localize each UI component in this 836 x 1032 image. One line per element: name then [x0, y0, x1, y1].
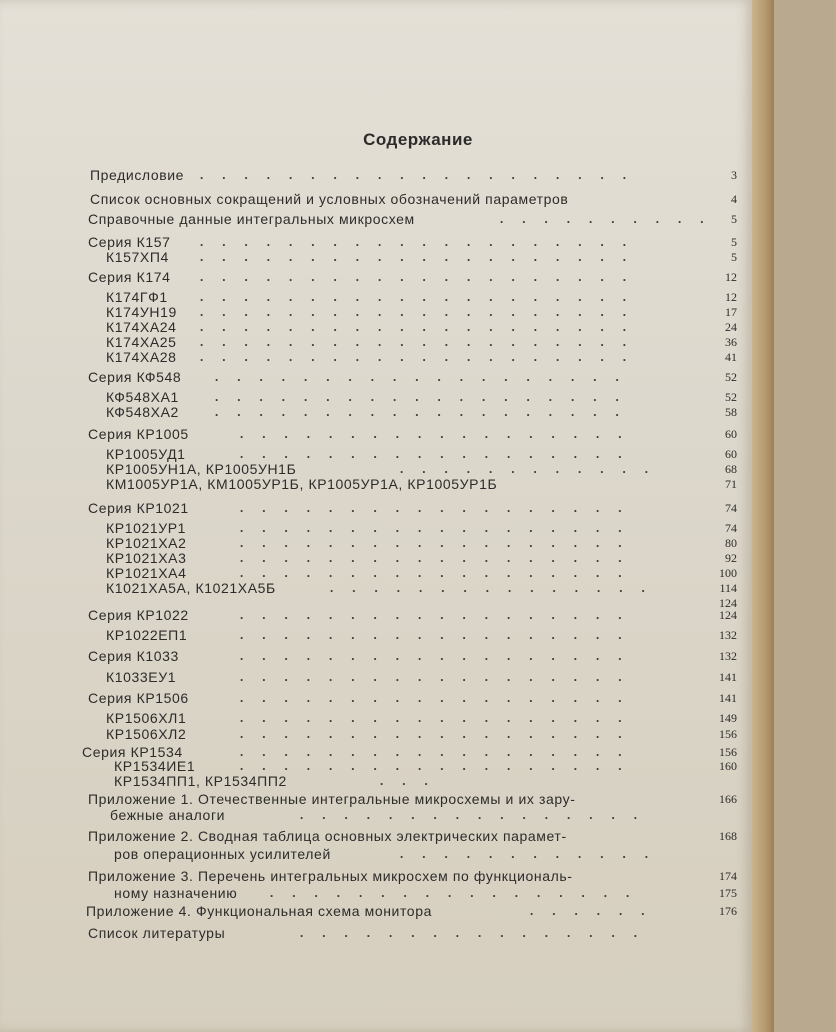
toc-entry-text: К174ХА25 — [106, 334, 177, 350]
toc-entry-text: Серия КР1506 — [88, 690, 189, 706]
toc-entry — [0, 166, 745, 184]
toc-entry-text: Серия К174 — [88, 269, 171, 285]
leader-dots: .................... — [200, 334, 645, 349]
leader-dots: ................. — [270, 885, 649, 900]
toc-entry — [0, 268, 745, 286]
leader-dots: .................. — [240, 446, 641, 461]
toc-page-number: 52 — [725, 370, 737, 384]
toc-entry-text: Серия К157 — [88, 234, 171, 250]
leader-dots: .................... — [200, 269, 645, 284]
toc-entry — [0, 924, 745, 942]
toc-page-number: 60 — [725, 427, 737, 441]
toc-entry-text: КР1534ИЕ1 — [114, 758, 196, 774]
toc-page-number: 166 — [719, 792, 737, 806]
toc-entry-text: Приложение 2. Сводная таблица основных электрических парамет- — [88, 828, 567, 844]
toc-entry-text: Серия КР1022 — [88, 607, 189, 623]
toc-entry-text: ров операционных усилителей — [114, 846, 331, 862]
toc-entry — [0, 902, 745, 920]
toc-page-number: 141 — [719, 691, 737, 705]
toc-entry-text: КР1022ЕП1 — [106, 627, 188, 643]
toc-entry — [0, 403, 745, 421]
leader-dots: .................. — [240, 669, 641, 684]
toc-page-number: 132 — [719, 628, 737, 642]
toc-page-number: 156 — [719, 745, 737, 759]
toc-entry — [0, 689, 745, 707]
leader-dots: ................... — [215, 404, 638, 419]
toc-page-number: 60 — [725, 447, 737, 461]
toc-entry-text: КР1005УН1А, КР1005УН1Б — [106, 461, 297, 477]
toc-entry — [0, 248, 745, 266]
toc-page-number: 36 — [725, 335, 737, 349]
toc-entry — [0, 827, 745, 845]
toc-entry-text: Список основных сокращений и условных обозначений параметров — [90, 191, 569, 207]
toc-entry-text: К174ХА24 — [106, 319, 177, 335]
leader-dots: ............ — [400, 846, 667, 861]
toc-entry-text: К174УН19 — [106, 304, 177, 320]
toc-entry — [0, 210, 745, 228]
toc-entry-text: КР1534ПП1, КР1534ПП2 — [114, 773, 287, 789]
toc-page-number: 12 — [725, 270, 737, 284]
toc-page-number: 124 — [719, 608, 737, 622]
toc-page-number: 175 — [719, 886, 737, 900]
toc-page-number: 3 — [731, 168, 737, 182]
leader-dots: .................. — [240, 565, 641, 580]
leader-dots: .................... — [200, 234, 645, 249]
toc-entry — [0, 867, 745, 885]
toc-page-number: 52 — [725, 390, 737, 404]
toc-entry-text: Серия К1033 — [88, 648, 179, 664]
toc-page-number: 176 — [719, 904, 737, 918]
leader-dots: ................ — [300, 925, 656, 940]
leader-dots: ...... — [530, 903, 664, 918]
leader-dots: .................. — [240, 500, 641, 515]
toc-entry-text: К174ГФ1 — [106, 289, 168, 305]
toc-page-number: 168 — [719, 829, 737, 843]
toc-page-number: 4 — [731, 192, 737, 206]
toc-page-number: 114 — [719, 581, 737, 595]
toc-entry — [0, 475, 745, 493]
leader-dots: .................. — [240, 426, 641, 441]
toc-page-number: 156 — [719, 727, 737, 741]
leader-dots: ............ — [400, 461, 667, 476]
leader-dots: .................... — [200, 249, 645, 264]
leader-dots: .................... — [200, 289, 645, 304]
toc-page-number: 74 — [725, 501, 737, 515]
page-edge — [752, 0, 774, 1032]
toc-page-number: 17 — [725, 305, 737, 319]
toc-entry-text: КФ548ХА1 — [106, 389, 179, 405]
toc-entry-text: КР1005УД1 — [106, 446, 186, 462]
toc-entry-text: КР1021ХА2 — [106, 535, 187, 551]
leader-dots: .................. — [240, 520, 641, 535]
leader-dots: .......... — [500, 211, 723, 226]
toc-entry — [0, 606, 745, 624]
toc-page-number: 68 — [725, 462, 737, 476]
leader-dots: ................ — [300, 807, 656, 822]
toc-page-number: 5 — [731, 250, 737, 264]
toc-entry-text: К157ХП4 — [106, 249, 169, 265]
toc-entry — [0, 425, 745, 443]
toc-page-number: 5 — [731, 212, 737, 226]
toc-page-number: 71 — [725, 477, 737, 491]
toc-page-number: 24 — [725, 320, 737, 334]
leader-dots: .................. — [240, 690, 641, 705]
toc-entry — [0, 647, 745, 665]
toc-entry — [0, 668, 745, 686]
toc-page-number: 92 — [725, 551, 737, 565]
toc-entry-text: Серия КФ548 — [88, 369, 182, 385]
toc-entry-text: К174ХА28 — [106, 349, 177, 365]
toc-page-number: 100 — [719, 566, 737, 580]
toc-entry-text: КМ1005УР1А, КМ1005УР1Б, КР1005УР1А, КР1005УР1Б — [106, 476, 498, 492]
leader-dots: .................... — [200, 167, 645, 182]
leader-dots: .................. — [240, 607, 641, 622]
toc-page-number: 5 — [731, 235, 737, 249]
toc-entry-text: Серия КР1021 — [88, 500, 189, 516]
toc-page-number: 160 — [719, 759, 737, 773]
toc-entry-text: КР1021ХА3 — [106, 550, 187, 566]
toc-page-number: 141 — [719, 670, 737, 684]
toc-entry — [0, 348, 745, 366]
toc-entry — [0, 884, 745, 902]
toc-page-number: 80 — [725, 536, 737, 550]
toc-entry-text: ному назначению — [114, 885, 238, 901]
toc-entry — [0, 368, 745, 386]
toc-page-number: 132 — [719, 649, 737, 663]
leader-dots: .................. — [240, 627, 641, 642]
toc-entry — [0, 190, 745, 208]
leader-dots: .................. — [240, 648, 641, 663]
leader-dots: ................... — [215, 389, 638, 404]
toc-page-number: 58 — [725, 405, 737, 419]
toc-page-number: 124 — [719, 596, 737, 610]
toc-page-number: 149 — [719, 711, 737, 725]
toc-entry — [0, 626, 745, 644]
toc-page-number: 12 — [725, 290, 737, 304]
toc-entry-text: К1021ХА5А, К1021ХА5Б — [106, 580, 276, 596]
toc-entry-text: КР1021ХА4 — [106, 565, 187, 581]
leader-dots: ... — [380, 773, 447, 788]
toc-entry-text: КР1506ХЛ1 — [106, 710, 187, 726]
toc-entry-text: КФ548ХА2 — [106, 404, 179, 420]
toc-entry — [0, 845, 745, 863]
toc-page-number: 41 — [725, 350, 737, 364]
leader-dots: .................... — [200, 319, 645, 334]
toc-entry-text: Серия КР1534 — [82, 744, 183, 760]
toc-entry-text: Приложение 3. Перечень интегральных микросхем по функциональ- — [88, 868, 573, 884]
toc-entry-text: бежные аналоги — [110, 807, 226, 823]
toc-entry — [0, 806, 745, 824]
leader-dots: ............... — [330, 580, 664, 595]
leader-dots: .................. — [240, 550, 641, 565]
toc-entry-text: Приложение 4. Функциональная схема монитора — [86, 903, 432, 919]
leader-dots: .................. — [240, 535, 641, 550]
toc-page-number: 74 — [725, 521, 737, 535]
leader-dots: .................... — [200, 349, 645, 364]
toc-entry-text: Список литературы — [88, 925, 226, 941]
toc-entry-text: Серия КР1005 — [88, 426, 189, 442]
leader-dots: .................. — [240, 726, 641, 741]
toc-entry-text: Приложение 1. Отечественные интегральные микросхемы и их зару- — [88, 791, 576, 807]
toc-entry-text: КР1021УР1 — [106, 520, 187, 536]
toc-entry — [0, 772, 745, 790]
toc-entry — [0, 499, 745, 517]
toc-entry-text: Справочные данные интегральных микросхем — [88, 211, 415, 227]
leader-dots: .................... — [200, 304, 645, 319]
leader-dots: .................. — [240, 710, 641, 725]
leader-dots: ................... — [215, 369, 638, 384]
page-title: Содержание — [363, 130, 473, 149]
leader-dots: .................. — [240, 744, 641, 759]
toc-entry-text: КР1506ХЛ2 — [106, 726, 187, 742]
toc-entry-text: К1033ЕУ1 — [106, 669, 177, 685]
toc-entry — [0, 725, 745, 743]
leader-dots: .................. — [240, 758, 641, 773]
toc-page-number: 174 — [719, 869, 737, 883]
toc-entry-text: Предисловие — [90, 167, 185, 183]
